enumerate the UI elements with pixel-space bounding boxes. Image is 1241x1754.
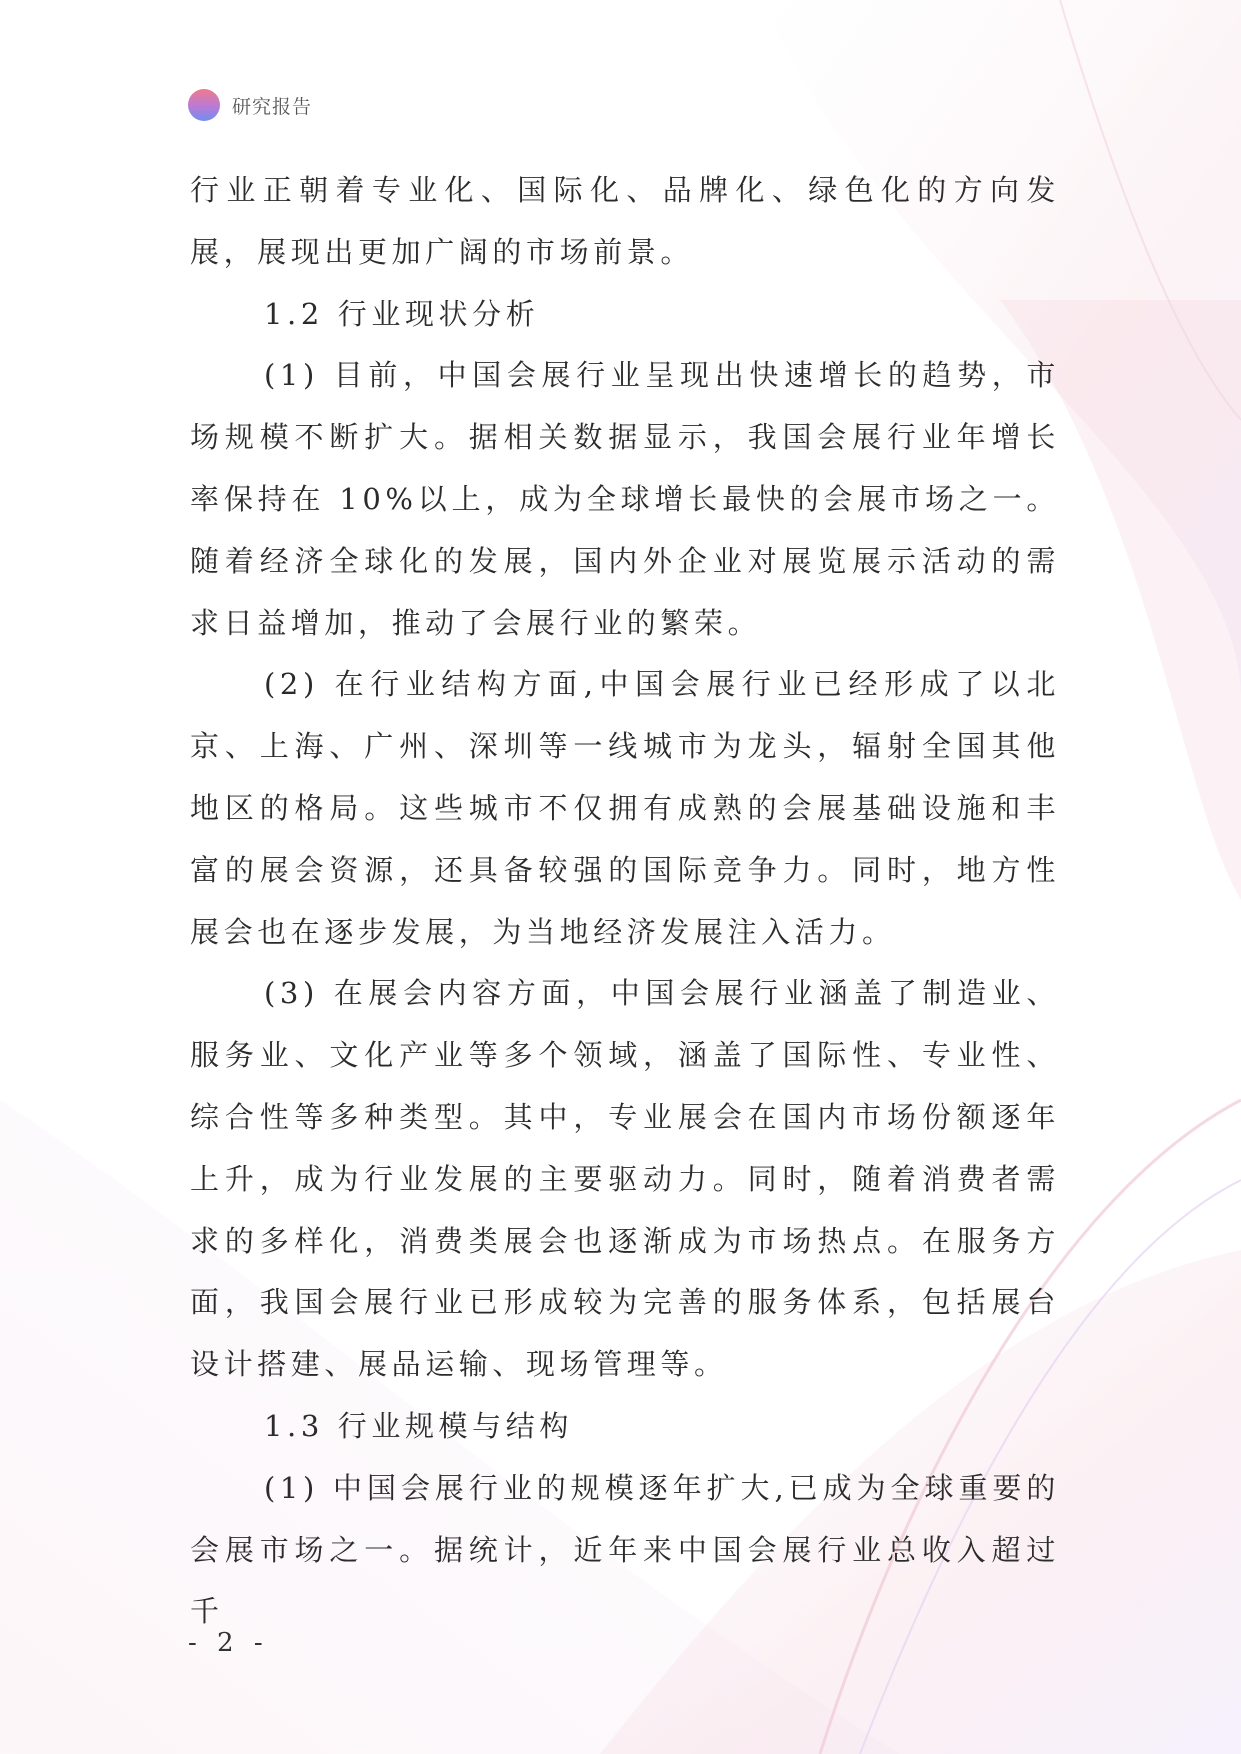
paragraph-item-1-scale: (1) 中国会展行业的规模逐年扩大,已成为全球重要的会展市场之一。据统计，近年来中国会展行业总收入超过千 — [190, 1470, 1060, 1629]
paragraph-item-3: (3) 在展会内容方面，中国会展行业涵盖了制造业、服务业、文化产业等多个领域，涵盖了国际性、专业性、综合性等多种类型。其中，专业展会在国内市场份额逐年上升，成为行业发展的主要驱动力。同时，随着消费者需求的多样化，消费类展会也逐渐成为市场热点。在服务方面，我国会展行业已形成较为完善的服务体系，包括展台设计搭建、展品运输、现场管理等。 — [190, 976, 1060, 1382]
document-body — [190, 160, 1060, 1643]
section-heading-1-2: 1.2 行业现状分析 — [264, 296, 540, 331]
document-header — [188, 88, 312, 122]
page-number: - 2 - — [188, 1628, 269, 1658]
section-heading-1-3: 1.3 行业规模与结构 — [264, 1408, 573, 1443]
paragraph-continuation: 行业正朝着专业化、国际化、品牌化、绿色化的方向发展，展现出更加广阔的市场前景。 — [190, 173, 1060, 269]
header-title: 研究报告 — [232, 95, 313, 118]
paragraph-item-2: (2) 在行业结构方面,中国会展行业已经形成了以北京、上海、广州、深圳等一线城市为龙头，辐射全国其他地区的格局。这些城市不仅拥有成熟的会展基础设施和丰富的展会资源，还具备较强的国际竞争力。同时，地方性展会也在逐步发展，为当地经济发展注入活力。 — [190, 667, 1060, 949]
logo-circle-icon — [188, 89, 220, 121]
paragraph-item-1: (1) 目前，中国会展行业呈现出快速增长的趋势，市场规模不断扩大。据相关数据显示，我国会展行业年增长率保持在 10%以上，成为全球增长最快的会展市场之一。随着经济全球化的发展，国内外企业对展览展示活动的需求日益增加，推动了会展行业的繁荣。 — [190, 358, 1060, 640]
